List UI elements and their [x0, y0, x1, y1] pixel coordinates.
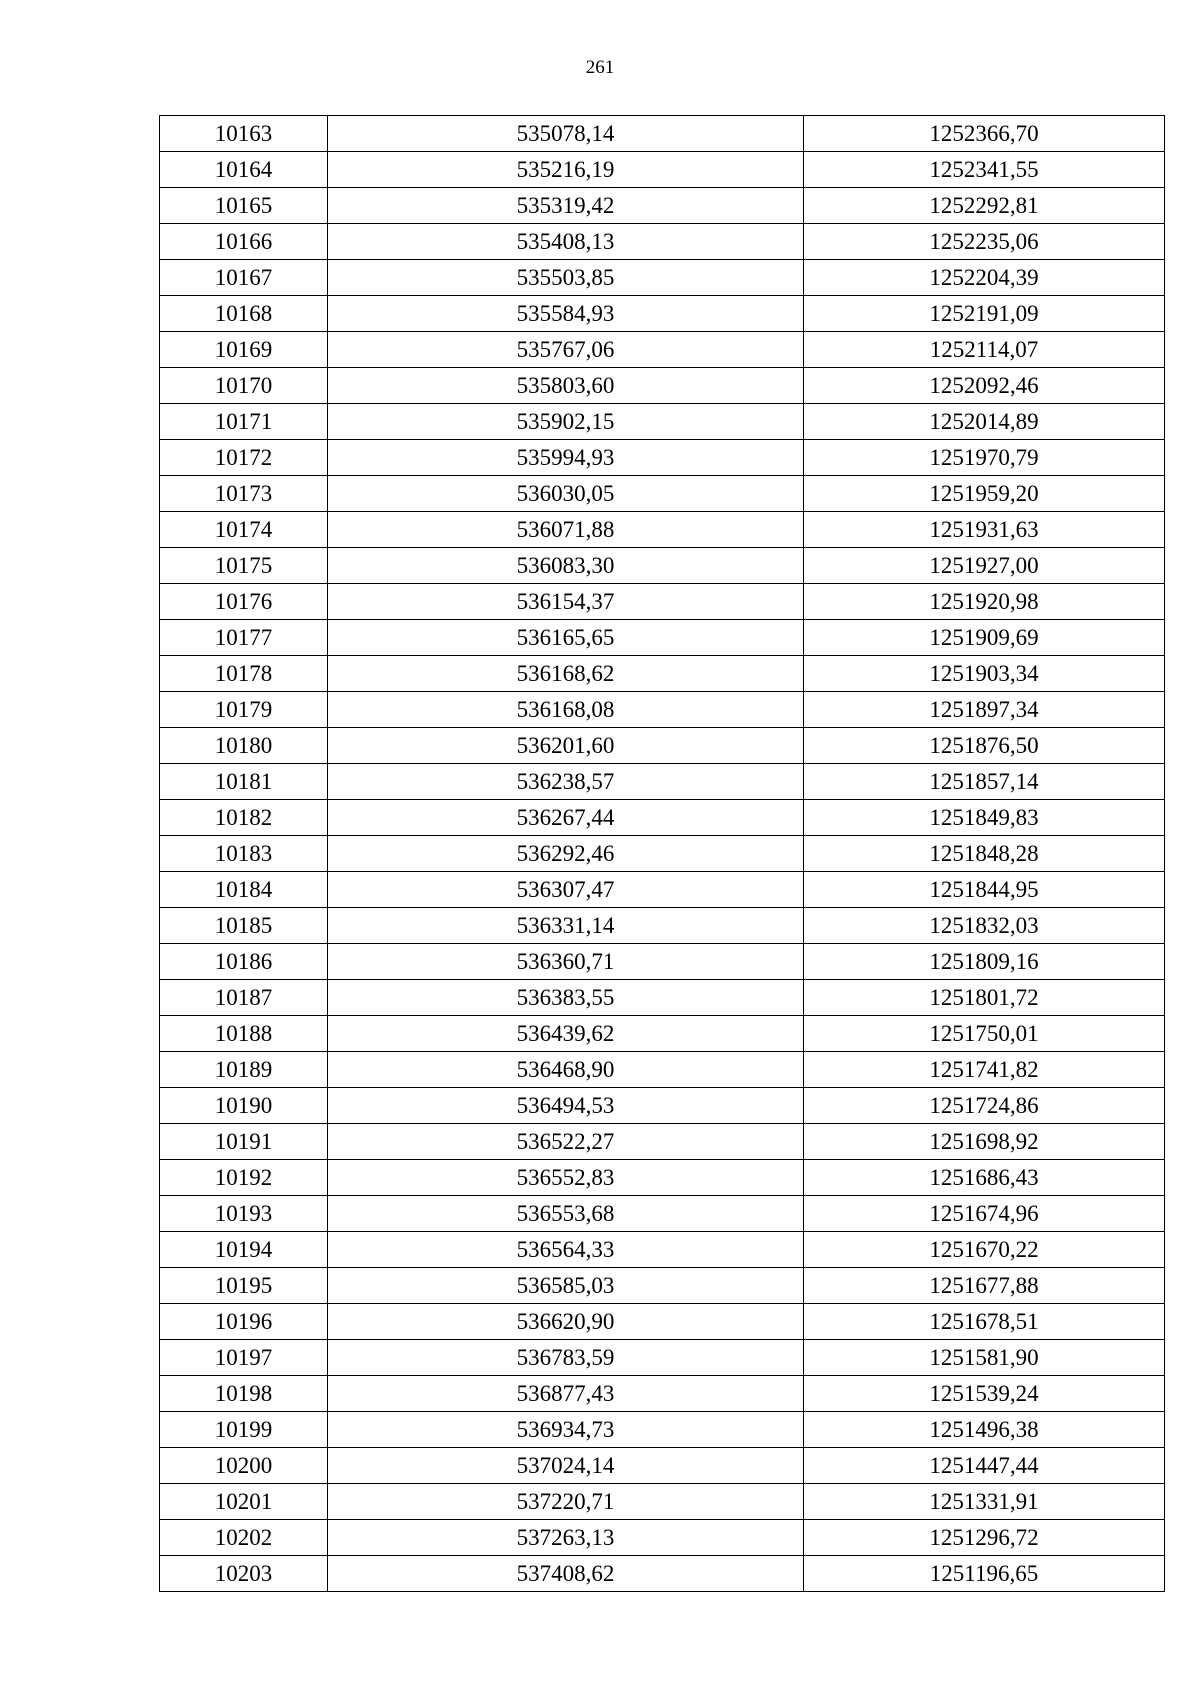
- table-row: [160, 1268, 1165, 1304]
- y-coordinate-cell: 1251698,92: [804, 1124, 1165, 1160]
- point-number-cell: 10195: [160, 1268, 328, 1304]
- y-coordinate-cell: 1251674,96: [804, 1196, 1165, 1232]
- point-number-cell: 10197: [160, 1340, 328, 1376]
- x-coordinate-cell: 536154,37: [328, 584, 804, 620]
- table-row: [160, 548, 1165, 584]
- coordinates-table: [159, 115, 1165, 1592]
- x-coordinate-cell: 536383,55: [328, 980, 804, 1016]
- table-row: [160, 656, 1165, 692]
- point-number-cell: 10180: [160, 728, 328, 764]
- y-coordinate-cell: 1251331,91: [804, 1484, 1165, 1520]
- y-coordinate-cell: 1251848,28: [804, 836, 1165, 872]
- point-number-cell: 10173: [160, 476, 328, 512]
- y-coordinate-cell: 1251750,01: [804, 1016, 1165, 1052]
- point-number-cell: 10198: [160, 1376, 328, 1412]
- table-row: [160, 872, 1165, 908]
- point-number-cell: 10178: [160, 656, 328, 692]
- x-coordinate-cell: 536522,27: [328, 1124, 804, 1160]
- table-row: [160, 152, 1165, 188]
- table-row: [160, 692, 1165, 728]
- x-coordinate-cell: 536292,46: [328, 836, 804, 872]
- x-coordinate-cell: 536553,68: [328, 1196, 804, 1232]
- y-coordinate-cell: 1251196,65: [804, 1556, 1165, 1592]
- x-coordinate-cell: 536934,73: [328, 1412, 804, 1448]
- page-number: 261: [585, 57, 615, 78]
- table-row: [160, 1160, 1165, 1196]
- point-number-cell: 10165: [160, 188, 328, 224]
- y-coordinate-cell: 1251844,95: [804, 872, 1165, 908]
- x-coordinate-cell: 535803,60: [328, 368, 804, 404]
- table-row: [160, 224, 1165, 260]
- point-number-cell: 10183: [160, 836, 328, 872]
- point-number-cell: 10169: [160, 332, 328, 368]
- y-coordinate-cell: 1252092,46: [804, 368, 1165, 404]
- x-coordinate-cell: 536071,88: [328, 512, 804, 548]
- table-row: [160, 1484, 1165, 1520]
- x-coordinate-cell: 536552,83: [328, 1160, 804, 1196]
- x-coordinate-cell: 537263,13: [328, 1520, 804, 1556]
- point-number-cell: 10175: [160, 548, 328, 584]
- x-coordinate-cell: 535994,93: [328, 440, 804, 476]
- y-coordinate-cell: 1251447,44: [804, 1448, 1165, 1484]
- x-coordinate-cell: 535319,42: [328, 188, 804, 224]
- point-number-cell: 10191: [160, 1124, 328, 1160]
- point-number-cell: 10187: [160, 980, 328, 1016]
- table-row: [160, 1340, 1165, 1376]
- table-row: [160, 836, 1165, 872]
- table-row: [160, 1412, 1165, 1448]
- y-coordinate-cell: 1251296,72: [804, 1520, 1165, 1556]
- point-number-cell: 10168: [160, 296, 328, 332]
- point-number-cell: 10185: [160, 908, 328, 944]
- point-number-cell: 10164: [160, 152, 328, 188]
- x-coordinate-cell: 536307,47: [328, 872, 804, 908]
- y-coordinate-cell: 1251903,34: [804, 656, 1165, 692]
- point-number-cell: 10188: [160, 1016, 328, 1052]
- x-coordinate-cell: 536468,90: [328, 1052, 804, 1088]
- x-coordinate-cell: 536494,53: [328, 1088, 804, 1124]
- table-row: [160, 1556, 1165, 1592]
- point-number-cell: 10203: [160, 1556, 328, 1592]
- y-coordinate-cell: 1251931,63: [804, 512, 1165, 548]
- y-coordinate-cell: 1251741,82: [804, 1052, 1165, 1088]
- x-coordinate-cell: 536564,33: [328, 1232, 804, 1268]
- y-coordinate-cell: 1251581,90: [804, 1340, 1165, 1376]
- table-row: [160, 944, 1165, 980]
- table-row: [160, 260, 1165, 296]
- y-coordinate-cell: 1252366,70: [804, 116, 1165, 152]
- y-coordinate-cell: 1251897,34: [804, 692, 1165, 728]
- point-number-cell: 10186: [160, 944, 328, 980]
- x-coordinate-cell: 536360,71: [328, 944, 804, 980]
- x-coordinate-cell: 535078,14: [328, 116, 804, 152]
- x-coordinate-cell: 536877,43: [328, 1376, 804, 1412]
- y-coordinate-cell: 1251496,38: [804, 1412, 1165, 1448]
- x-coordinate-cell: 536165,65: [328, 620, 804, 656]
- table-row: [160, 188, 1165, 224]
- x-coordinate-cell: 536331,14: [328, 908, 804, 944]
- point-number-cell: 10199: [160, 1412, 328, 1448]
- table-row: [160, 1088, 1165, 1124]
- y-coordinate-cell: 1251920,98: [804, 584, 1165, 620]
- table-row: [160, 1124, 1165, 1160]
- x-coordinate-cell: 536585,03: [328, 1268, 804, 1304]
- y-coordinate-cell: 1251678,51: [804, 1304, 1165, 1340]
- x-coordinate-cell: 535902,15: [328, 404, 804, 440]
- y-coordinate-cell: 1251857,14: [804, 764, 1165, 800]
- table-row: [160, 764, 1165, 800]
- y-coordinate-cell: 1251539,24: [804, 1376, 1165, 1412]
- point-number-cell: 10184: [160, 872, 328, 908]
- point-number-cell: 10192: [160, 1160, 328, 1196]
- table-row: [160, 908, 1165, 944]
- point-number-cell: 10172: [160, 440, 328, 476]
- y-coordinate-cell: 1251959,20: [804, 476, 1165, 512]
- table-row: [160, 1052, 1165, 1088]
- y-coordinate-cell: 1251670,22: [804, 1232, 1165, 1268]
- table-row: [160, 116, 1165, 152]
- x-coordinate-cell: 535767,06: [328, 332, 804, 368]
- point-number-cell: 10196: [160, 1304, 328, 1340]
- y-coordinate-cell: 1251909,69: [804, 620, 1165, 656]
- y-coordinate-cell: 1251832,03: [804, 908, 1165, 944]
- x-coordinate-cell: 535584,93: [328, 296, 804, 332]
- x-coordinate-cell: 537408,62: [328, 1556, 804, 1592]
- x-coordinate-cell: 535216,19: [328, 152, 804, 188]
- y-coordinate-cell: 1252114,07: [804, 332, 1165, 368]
- x-coordinate-cell: 535408,13: [328, 224, 804, 260]
- point-number-cell: 10167: [160, 260, 328, 296]
- table-row: [160, 1304, 1165, 1340]
- x-coordinate-cell: 536168,62: [328, 656, 804, 692]
- table-row: [160, 476, 1165, 512]
- y-coordinate-cell: 1251849,83: [804, 800, 1165, 836]
- table-row: [160, 296, 1165, 332]
- point-number-cell: 10179: [160, 692, 328, 728]
- point-number-cell: 10189: [160, 1052, 328, 1088]
- y-coordinate-cell: 1251970,79: [804, 440, 1165, 476]
- y-coordinate-cell: 1251809,16: [804, 944, 1165, 980]
- point-number-cell: 10166: [160, 224, 328, 260]
- x-coordinate-cell: 536238,57: [328, 764, 804, 800]
- x-coordinate-cell: 536439,62: [328, 1016, 804, 1052]
- table-row: [160, 404, 1165, 440]
- y-coordinate-cell: 1252292,81: [804, 188, 1165, 224]
- y-coordinate-cell: 1252235,06: [804, 224, 1165, 260]
- coordinates-table-body: [160, 116, 1165, 1592]
- x-coordinate-cell: 536083,30: [328, 548, 804, 584]
- table-row: [160, 368, 1165, 404]
- x-coordinate-cell: 535503,85: [328, 260, 804, 296]
- table-row: [160, 1520, 1165, 1556]
- x-coordinate-cell: 536267,44: [328, 800, 804, 836]
- y-coordinate-cell: 1251927,00: [804, 548, 1165, 584]
- point-number-cell: 10177: [160, 620, 328, 656]
- x-coordinate-cell: 536620,90: [328, 1304, 804, 1340]
- point-number-cell: 10190: [160, 1088, 328, 1124]
- y-coordinate-cell: 1251801,72: [804, 980, 1165, 1016]
- y-coordinate-cell: 1252341,55: [804, 152, 1165, 188]
- point-number-cell: 10181: [160, 764, 328, 800]
- y-coordinate-cell: 1252204,39: [804, 260, 1165, 296]
- x-coordinate-cell: 537024,14: [328, 1448, 804, 1484]
- point-number-cell: 10182: [160, 800, 328, 836]
- y-coordinate-cell: 1251724,86: [804, 1088, 1165, 1124]
- table-row: [160, 728, 1165, 764]
- point-number-cell: 10201: [160, 1484, 328, 1520]
- table-row: [160, 440, 1165, 476]
- table-row: [160, 332, 1165, 368]
- table-row: [160, 800, 1165, 836]
- point-number-cell: 10171: [160, 404, 328, 440]
- x-coordinate-cell: 536783,59: [328, 1340, 804, 1376]
- y-coordinate-cell: 1252014,89: [804, 404, 1165, 440]
- table-row: [160, 1196, 1165, 1232]
- x-coordinate-cell: 536201,60: [328, 728, 804, 764]
- table-row: [160, 512, 1165, 548]
- x-coordinate-cell: 536168,08: [328, 692, 804, 728]
- point-number-cell: 10176: [160, 584, 328, 620]
- table-row: [160, 980, 1165, 1016]
- x-coordinate-cell: 537220,71: [328, 1484, 804, 1520]
- point-number-cell: 10194: [160, 1232, 328, 1268]
- y-coordinate-cell: 1251686,43: [804, 1160, 1165, 1196]
- y-coordinate-cell: 1251677,88: [804, 1268, 1165, 1304]
- point-number-cell: 10174: [160, 512, 328, 548]
- point-number-cell: 10193: [160, 1196, 328, 1232]
- table-row: [160, 1448, 1165, 1484]
- point-number-cell: 10163: [160, 116, 328, 152]
- point-number-cell: 10202: [160, 1520, 328, 1556]
- table-row: [160, 1016, 1165, 1052]
- table-row: [160, 1376, 1165, 1412]
- y-coordinate-cell: 1251876,50: [804, 728, 1165, 764]
- table-row: [160, 584, 1165, 620]
- x-coordinate-cell: 536030,05: [328, 476, 804, 512]
- table-row: [160, 1232, 1165, 1268]
- y-coordinate-cell: 1252191,09: [804, 296, 1165, 332]
- point-number-cell: 10170: [160, 368, 328, 404]
- point-number-cell: 10200: [160, 1448, 328, 1484]
- table-row: [160, 620, 1165, 656]
